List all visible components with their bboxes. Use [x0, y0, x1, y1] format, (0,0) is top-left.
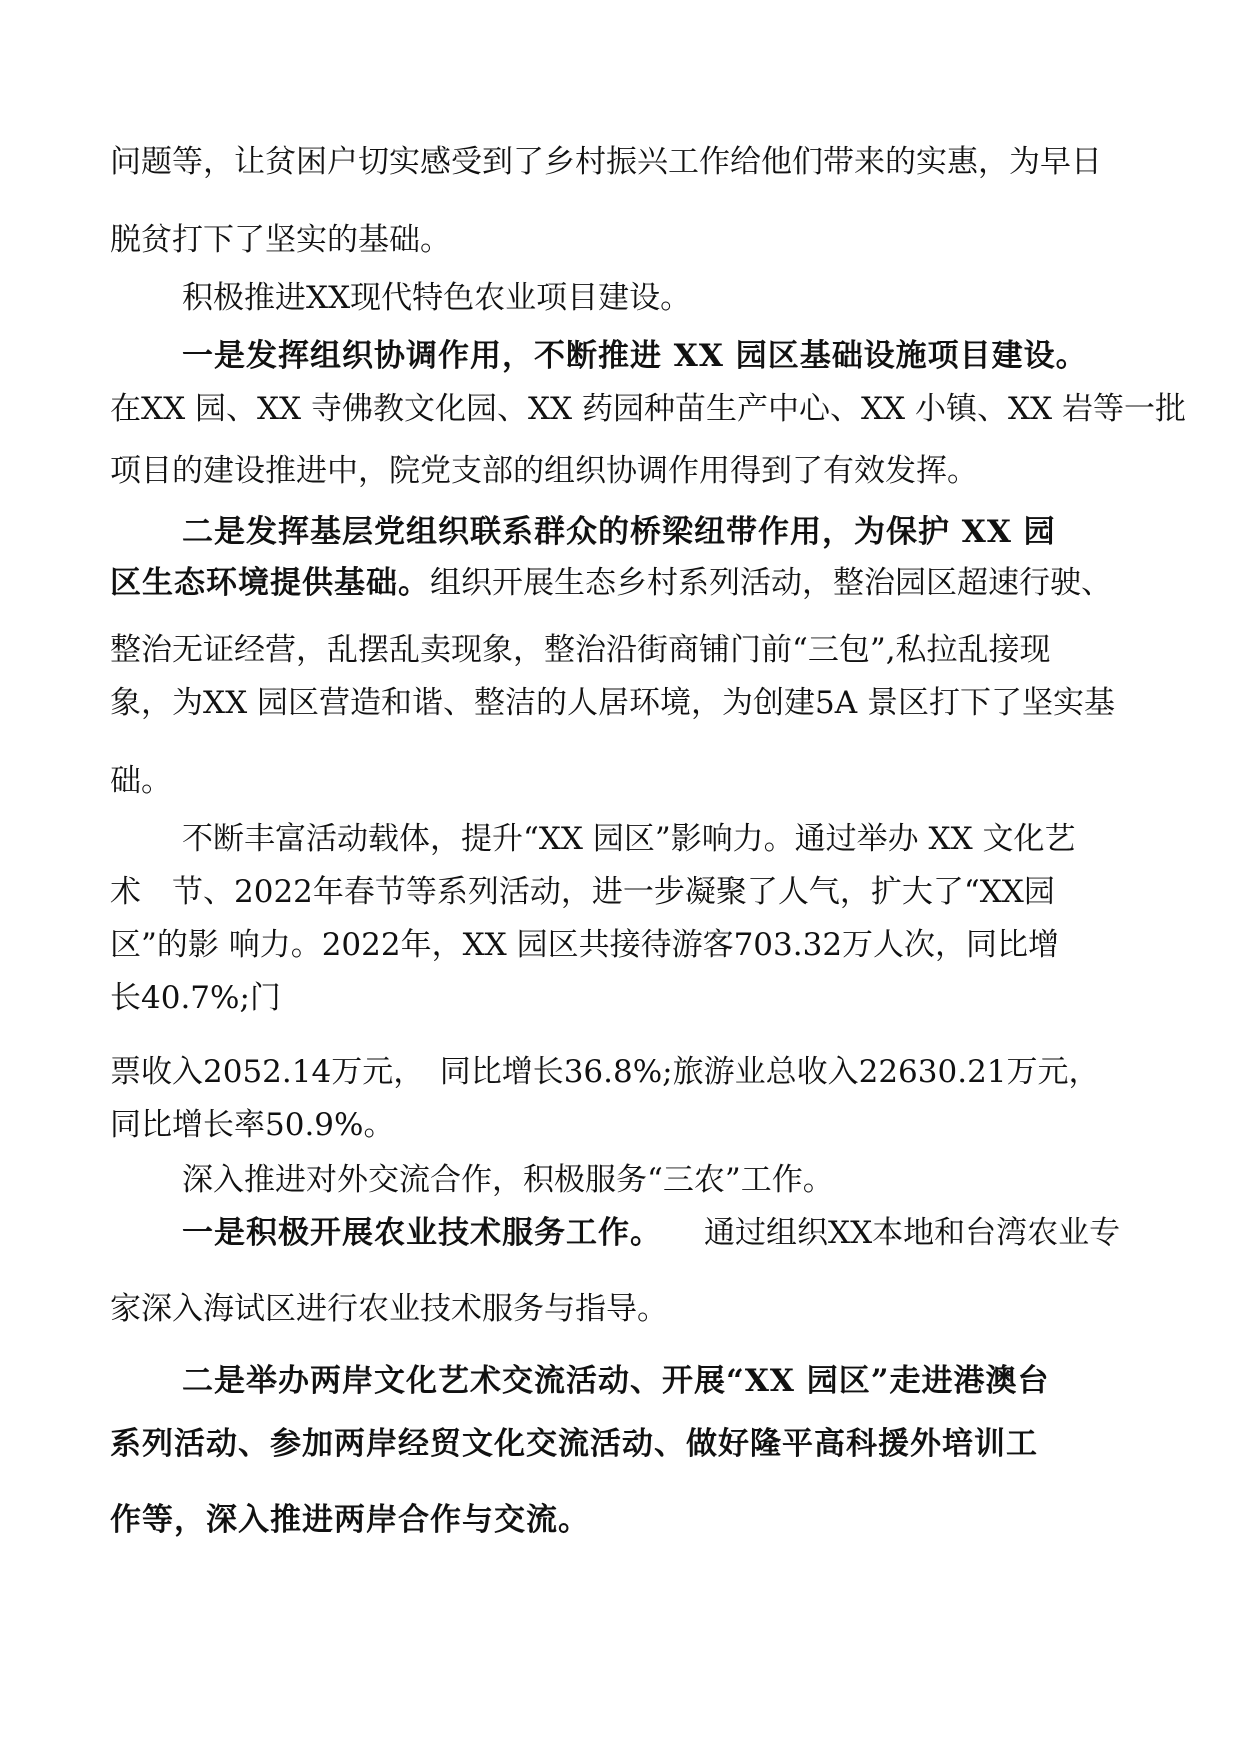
paragraph-line: 术 节、2022年春节等系列活动，进一步凝聚了人气，扩大了“XX园	[110, 874, 1055, 910]
paragraph-text: 通过组织XX本地和台湾农业专	[704, 1215, 1121, 1251]
bold-subheading: 一是积极开展农业技术服务工作。	[182, 1215, 662, 1251]
paragraph-line: 长40.7%;门	[110, 980, 281, 1016]
bold-subheading-end: 区生态环境提供基础。	[110, 565, 430, 601]
paragraph-line: 在XX 园、XX 寺佛教文化园、XX 药园种苗生产中心、XX 小镇、XX 岩等一批	[110, 391, 1186, 427]
bold-subheading: 一是发挥组织协调作用，不断推进 XX 园区基础设施项目建设。	[182, 338, 1088, 374]
section-heading: 深入推进对外交流合作，积极服务“三农”工作。	[182, 1162, 834, 1198]
paragraph-line: 项目的建设推进中，院党支部的组织协调作用得到了有效发挥。	[110, 453, 978, 489]
mixed-line	[182, 1213, 1120, 1253]
section-heading: 积极推进XX现代特色农业项目建设。	[182, 280, 692, 316]
bold-subheading: 二是举办两岸文化艺术交流活动、开展“XX 园区”走进港澳台	[182, 1363, 1050, 1399]
paragraph-line: 脱贫打下了坚实的基础。	[110, 222, 451, 258]
paragraph-line: 票收入2052.14万元， 同比增长36.8%;旅游业总收入22630.21万元，	[110, 1054, 1100, 1090]
paragraph-line: 整治无证经营，乱摆乱卖现象，整治沿街商铺门前“三包”,私拉乱接现	[110, 632, 1051, 668]
paragraph-line: 家深入海试区进行农业技术服务与指导。	[110, 1291, 668, 1327]
bold-subheading: 系列活动、参加两岸经贸文化交流活动、做好隆平高科援外培训工	[110, 1426, 1038, 1462]
section-heading: 不断丰富活动载体，提升“XX 园区”影响力。通过举办 XX 文化艺	[182, 821, 1076, 857]
bold-subheading: 二是发挥基层党组织联系群众的桥梁纽带作用，为保护 XX 园	[182, 514, 1056, 550]
mixed-line	[110, 563, 1112, 603]
paragraph-line: 础。	[110, 763, 172, 799]
paragraph-line: 同比增长率50.9%。	[110, 1107, 395, 1143]
paragraph-line: 问题等，让贫困户切实感受到了乡村振兴工作给他们带来的实惠，为早日	[110, 144, 1102, 180]
bold-subheading: 作等，深入推进两岸合作与交流。	[110, 1502, 590, 1538]
paragraph-line: 象，为XX 园区营造和谐、整洁的人居环境，为创建5A 景区打下了坚实基	[110, 685, 1115, 721]
paragraph-text: 组织开展生态乡村系列活动，整治园区超速行驶、	[430, 565, 1112, 601]
paragraph-line: 区”的影 响力。2022年，XX 园区共接待游客703.32万人次，同比增	[110, 927, 1060, 963]
